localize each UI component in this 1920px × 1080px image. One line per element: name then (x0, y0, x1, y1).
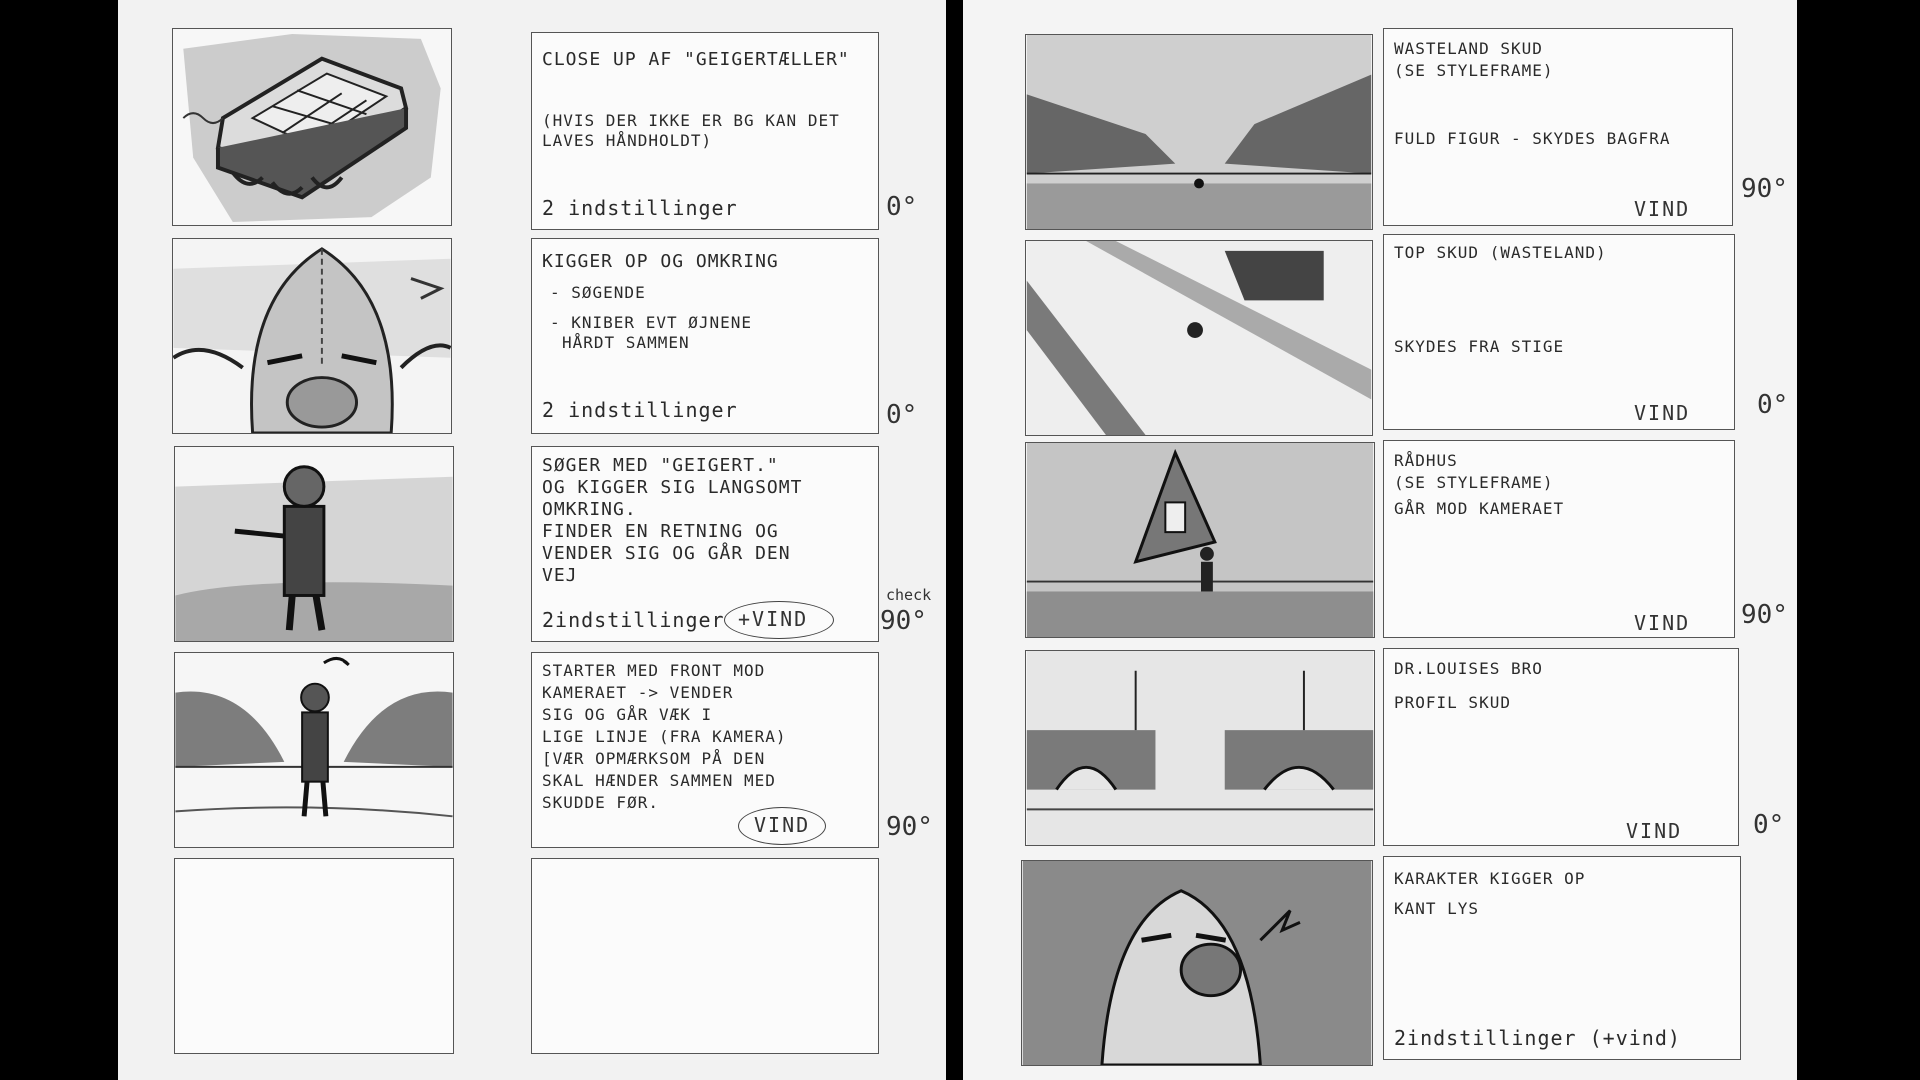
note-line: PROFIL SKUD (1394, 693, 1511, 712)
wind-label: VIND (1626, 819, 1683, 843)
camera-angle: 0° (886, 192, 918, 222)
note-line: [VÆR OPMÆRKSOM PÅ DEN (542, 749, 766, 768)
wind-label: VIND (1634, 197, 1691, 221)
note-line: - SØGENDE (550, 283, 646, 302)
notes-panel-r1 (1383, 28, 1733, 226)
camera-angle: 0° (1753, 810, 1785, 840)
note-line: FULD FIGUR - SKYDES BAGFRA (1394, 129, 1671, 148)
note-line: LAVES HÅNDHOLDT) (542, 131, 713, 150)
storyboard-page-left (118, 0, 946, 1080)
wind-label: VIND (1634, 401, 1691, 425)
note-line: KARAKTER KIGGER OP (1394, 869, 1586, 888)
note-line: STARTER MED FRONT MOD (542, 661, 766, 680)
town-hall-sketch (1026, 443, 1374, 637)
bridge-sketch (1026, 651, 1374, 845)
note-line: KIGGER OP OG OMKRING (542, 251, 779, 272)
note-line: (HVIS DER IKKE ER BG KAN DET (542, 111, 840, 130)
camera-angle: 0° (1757, 390, 1789, 420)
sketch-panel-top-shot (1025, 240, 1373, 436)
note-line: (SE STYLEFRAME) (1394, 61, 1554, 80)
setups-count: 2indstillinger (542, 608, 725, 632)
check-note: check (886, 586, 932, 604)
sketch-panel-searching (174, 446, 454, 642)
setups-count: 2 indstillinger (542, 398, 738, 422)
note-line: KANT LYS (1394, 899, 1480, 918)
note-line: SKUDDE FØR. (542, 793, 659, 812)
sketch-panel-bridge (1025, 650, 1375, 846)
sketch-panel-looking-around (172, 238, 452, 434)
geiger-counter-sketch (173, 29, 451, 225)
note-line: SKAL HÆNDER SAMMEN MED (542, 771, 776, 790)
notes-panel-r5 (1383, 856, 1741, 1060)
note-line: KAMERAET -> VENDER (542, 683, 734, 702)
camera-angle: 0° (886, 400, 918, 430)
camera-angle: 90° (1741, 174, 1788, 204)
notes-panel-4 (531, 652, 879, 848)
note-line: (SE STYLEFRAME) (1394, 473, 1554, 492)
wind-label: +VIND (738, 607, 809, 631)
sketch-panel-geiger-closeup (172, 28, 452, 226)
note-line: OMKRING. (542, 499, 637, 520)
wind-label: VIND (1634, 611, 1691, 635)
note-line: TOP SKUD (WASTELAND) (1394, 243, 1607, 262)
note-line: VENDER SIG OG GÅR DEN (542, 543, 791, 564)
setups-count: 2 indstillinger (542, 196, 738, 220)
notes-panel-r3 (1383, 440, 1735, 638)
camera-angle: 90° (1741, 600, 1788, 630)
sketch-panel-wasteland (1025, 34, 1373, 230)
character-looking-up-sketch (1022, 861, 1372, 1065)
note-line: FINDER EN RETNING OG (542, 521, 779, 542)
note-line: - KNIBER EVT ØJNENE (550, 313, 753, 332)
character-walking-sketch (175, 653, 453, 847)
notes-panel-1 (531, 32, 879, 230)
note-line: RÅDHUS (1394, 451, 1458, 470)
sketch-panel-empty (174, 858, 454, 1054)
top-shot-sketch (1026, 241, 1372, 435)
notes-panel-2 (531, 238, 879, 434)
setups-count: 2indstillinger (+vind) (1394, 1026, 1681, 1050)
storyboard-page-right (963, 0, 1797, 1080)
wasteland-sketch (1026, 35, 1372, 229)
note-line: WASTELAND SKUD (1394, 39, 1543, 58)
note-line: SØGER MED "GEIGERT." (542, 455, 779, 476)
sketch-panel-walking-away (174, 652, 454, 848)
note-line: VEJ (542, 565, 578, 586)
camera-angle: 90° (886, 812, 933, 842)
note-line: OG KIGGER SIG LANGSOMT (542, 477, 803, 498)
sketch-panel-looking-up (1021, 860, 1373, 1066)
note-line: GÅR MOD KAMERAET (1394, 499, 1565, 518)
character-with-geiger-sketch (175, 447, 453, 641)
sketch-panel-town-hall (1025, 442, 1375, 638)
note-line: HÅRDT SAMMEN (562, 333, 690, 352)
notes-panel-3 (531, 446, 879, 642)
note-line: CLOSE UP AF "GEIGERTÆLLER" (542, 49, 850, 70)
wind-label: VIND (754, 813, 811, 837)
note-line: SKYDES FRA STIGE (1394, 337, 1565, 356)
note-line: SIG OG GÅR VÆK I (542, 705, 713, 724)
notes-panel-r4 (1383, 648, 1739, 846)
notes-panel-r2 (1383, 234, 1735, 430)
camera-angle: 90° (880, 606, 927, 636)
note-line: LIGE LINJE (FRA KAMERA) (542, 727, 787, 746)
note-line: DR.LOUISES BRO (1394, 659, 1543, 678)
notes-panel-empty (531, 858, 879, 1054)
character-face-sketch (173, 239, 451, 433)
